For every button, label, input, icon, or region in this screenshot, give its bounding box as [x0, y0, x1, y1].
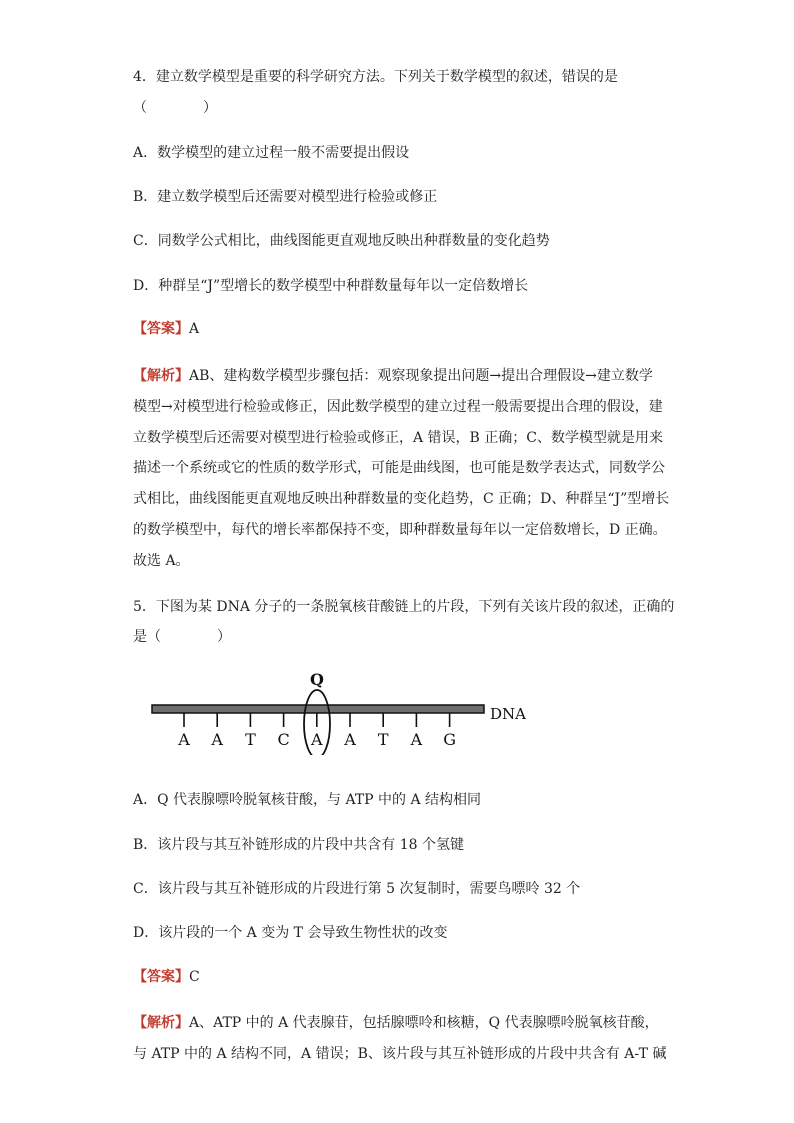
base-label: T — [377, 730, 389, 749]
answer-value: A — [189, 321, 200, 337]
q4-option-c: C．同数学公式相比，曲线图能更直观地反映出种群数量的变化趋势 — [133, 233, 550, 249]
q4-explanation-line: 描述一个系统或它的性质的数学形式，可能是曲线图，也可能是数学表达式，同数学公 — [133, 460, 665, 476]
paren-close: ） — [217, 629, 231, 645]
base-label: A — [344, 730, 356, 749]
answer-value: C — [189, 969, 200, 985]
bases-group — [177, 713, 456, 749]
explanation-tag: 【解析】 — [133, 1015, 189, 1031]
base-label: A — [311, 730, 323, 749]
base-label: A — [211, 730, 223, 749]
q4-explanation-line: 模型→对模型进行检验或修正，因此数学模型的建立过程一般需要提出合理的假设，建 — [133, 399, 663, 415]
base-label: C — [277, 730, 290, 749]
answer-tag: 【答案】 — [133, 321, 189, 337]
q5-explanation-line — [133, 1013, 659, 1033]
q-label: Q — [310, 670, 324, 689]
q4-option-b: B．建立数学模型后还需要对模型进行检验或修正 — [133, 189, 438, 205]
dna-backbone — [152, 705, 484, 713]
explanation-tag: 【解析】 — [133, 368, 189, 384]
explanation-text: A、ATP 中的 A 代表腺苷，包括腺嘌呤和核糖，Q 代表腺嘌呤脱氧核苷酸， — [189, 1015, 659, 1031]
q5-answer — [133, 967, 200, 987]
base-label: T — [245, 730, 256, 749]
dna-strand-figure — [140, 665, 540, 755]
q5-explanation-line: 与 ATP 中的 A 结构不同，A 错误；B、该片段与其互补链形成的片段中共含有 A-T 碱 — [133, 1046, 667, 1062]
q4-answer-paren — [133, 98, 217, 118]
answer-tag: 【答案】 — [133, 969, 189, 985]
base-label: A — [410, 730, 423, 749]
q5-stem: 5．下图为某 DNA 分子的一条脱氧核苷酸链上的片段，下列有关该片段的叙述，正确的 — [133, 599, 675, 615]
q4-explanation-line: 立数学模型后还需要对模型进行检验或修正，A 错误，B 正确；C、数学模型就是用来 — [133, 430, 664, 446]
q5-option-b: B．该片段与其互补链形成的片段中共含有 18 个氢键 — [133, 837, 465, 853]
q4-explanation-line: 故选 A。 — [133, 553, 190, 569]
stem-prefix: 是（ — [133, 629, 161, 645]
explanation-text: AB、建构数学模型步骤包括：观察现象提出问题→提出合理假设→建立数学 — [189, 368, 653, 384]
q5-option-a: A．Q 代表腺嘌呤脱氧核苷酸，与 ATP 中的 A 结构相同 — [133, 792, 482, 808]
q4-explanation-line: 的数学模型中，每代的增长率都保持不变，即种群数量每年以一定倍数增长，D 正确。 — [133, 522, 667, 538]
q4-option-d: D．种群呈“J”型增长的数学模型中种群数量每年以一定倍数增长 — [133, 278, 529, 294]
dna-label: DNA — [490, 705, 526, 723]
paren-open: （ — [133, 100, 147, 116]
base-label: A — [178, 730, 190, 749]
paren-close: ） — [203, 100, 217, 116]
q4-stem: 4．建立数学模型是重要的科学研究方法。下列关于数学模型的叙述，错误的是 — [133, 69, 618, 85]
q4-option-a: A．数学模型的建立过程一般不需要提出假设 — [133, 145, 410, 161]
q5-option-d: D．该片段的一个 A 变为 T 会导致生物性状的改变 — [133, 925, 448, 941]
q4-explanation-line — [133, 366, 653, 386]
base-label: G — [443, 730, 456, 749]
q4-answer — [133, 319, 199, 339]
q4-explanation-line: 式相比，曲线图能更直观地反映出种群数量的变化趋势，C 正确；D、种群呈“J”型增长 — [133, 491, 670, 507]
q5-option-c: C．该片段与其互补链形成的片段进行第 5 次复制时，需要鸟嘌呤 32 个 — [133, 881, 581, 897]
q5-stem-continued — [133, 627, 231, 647]
